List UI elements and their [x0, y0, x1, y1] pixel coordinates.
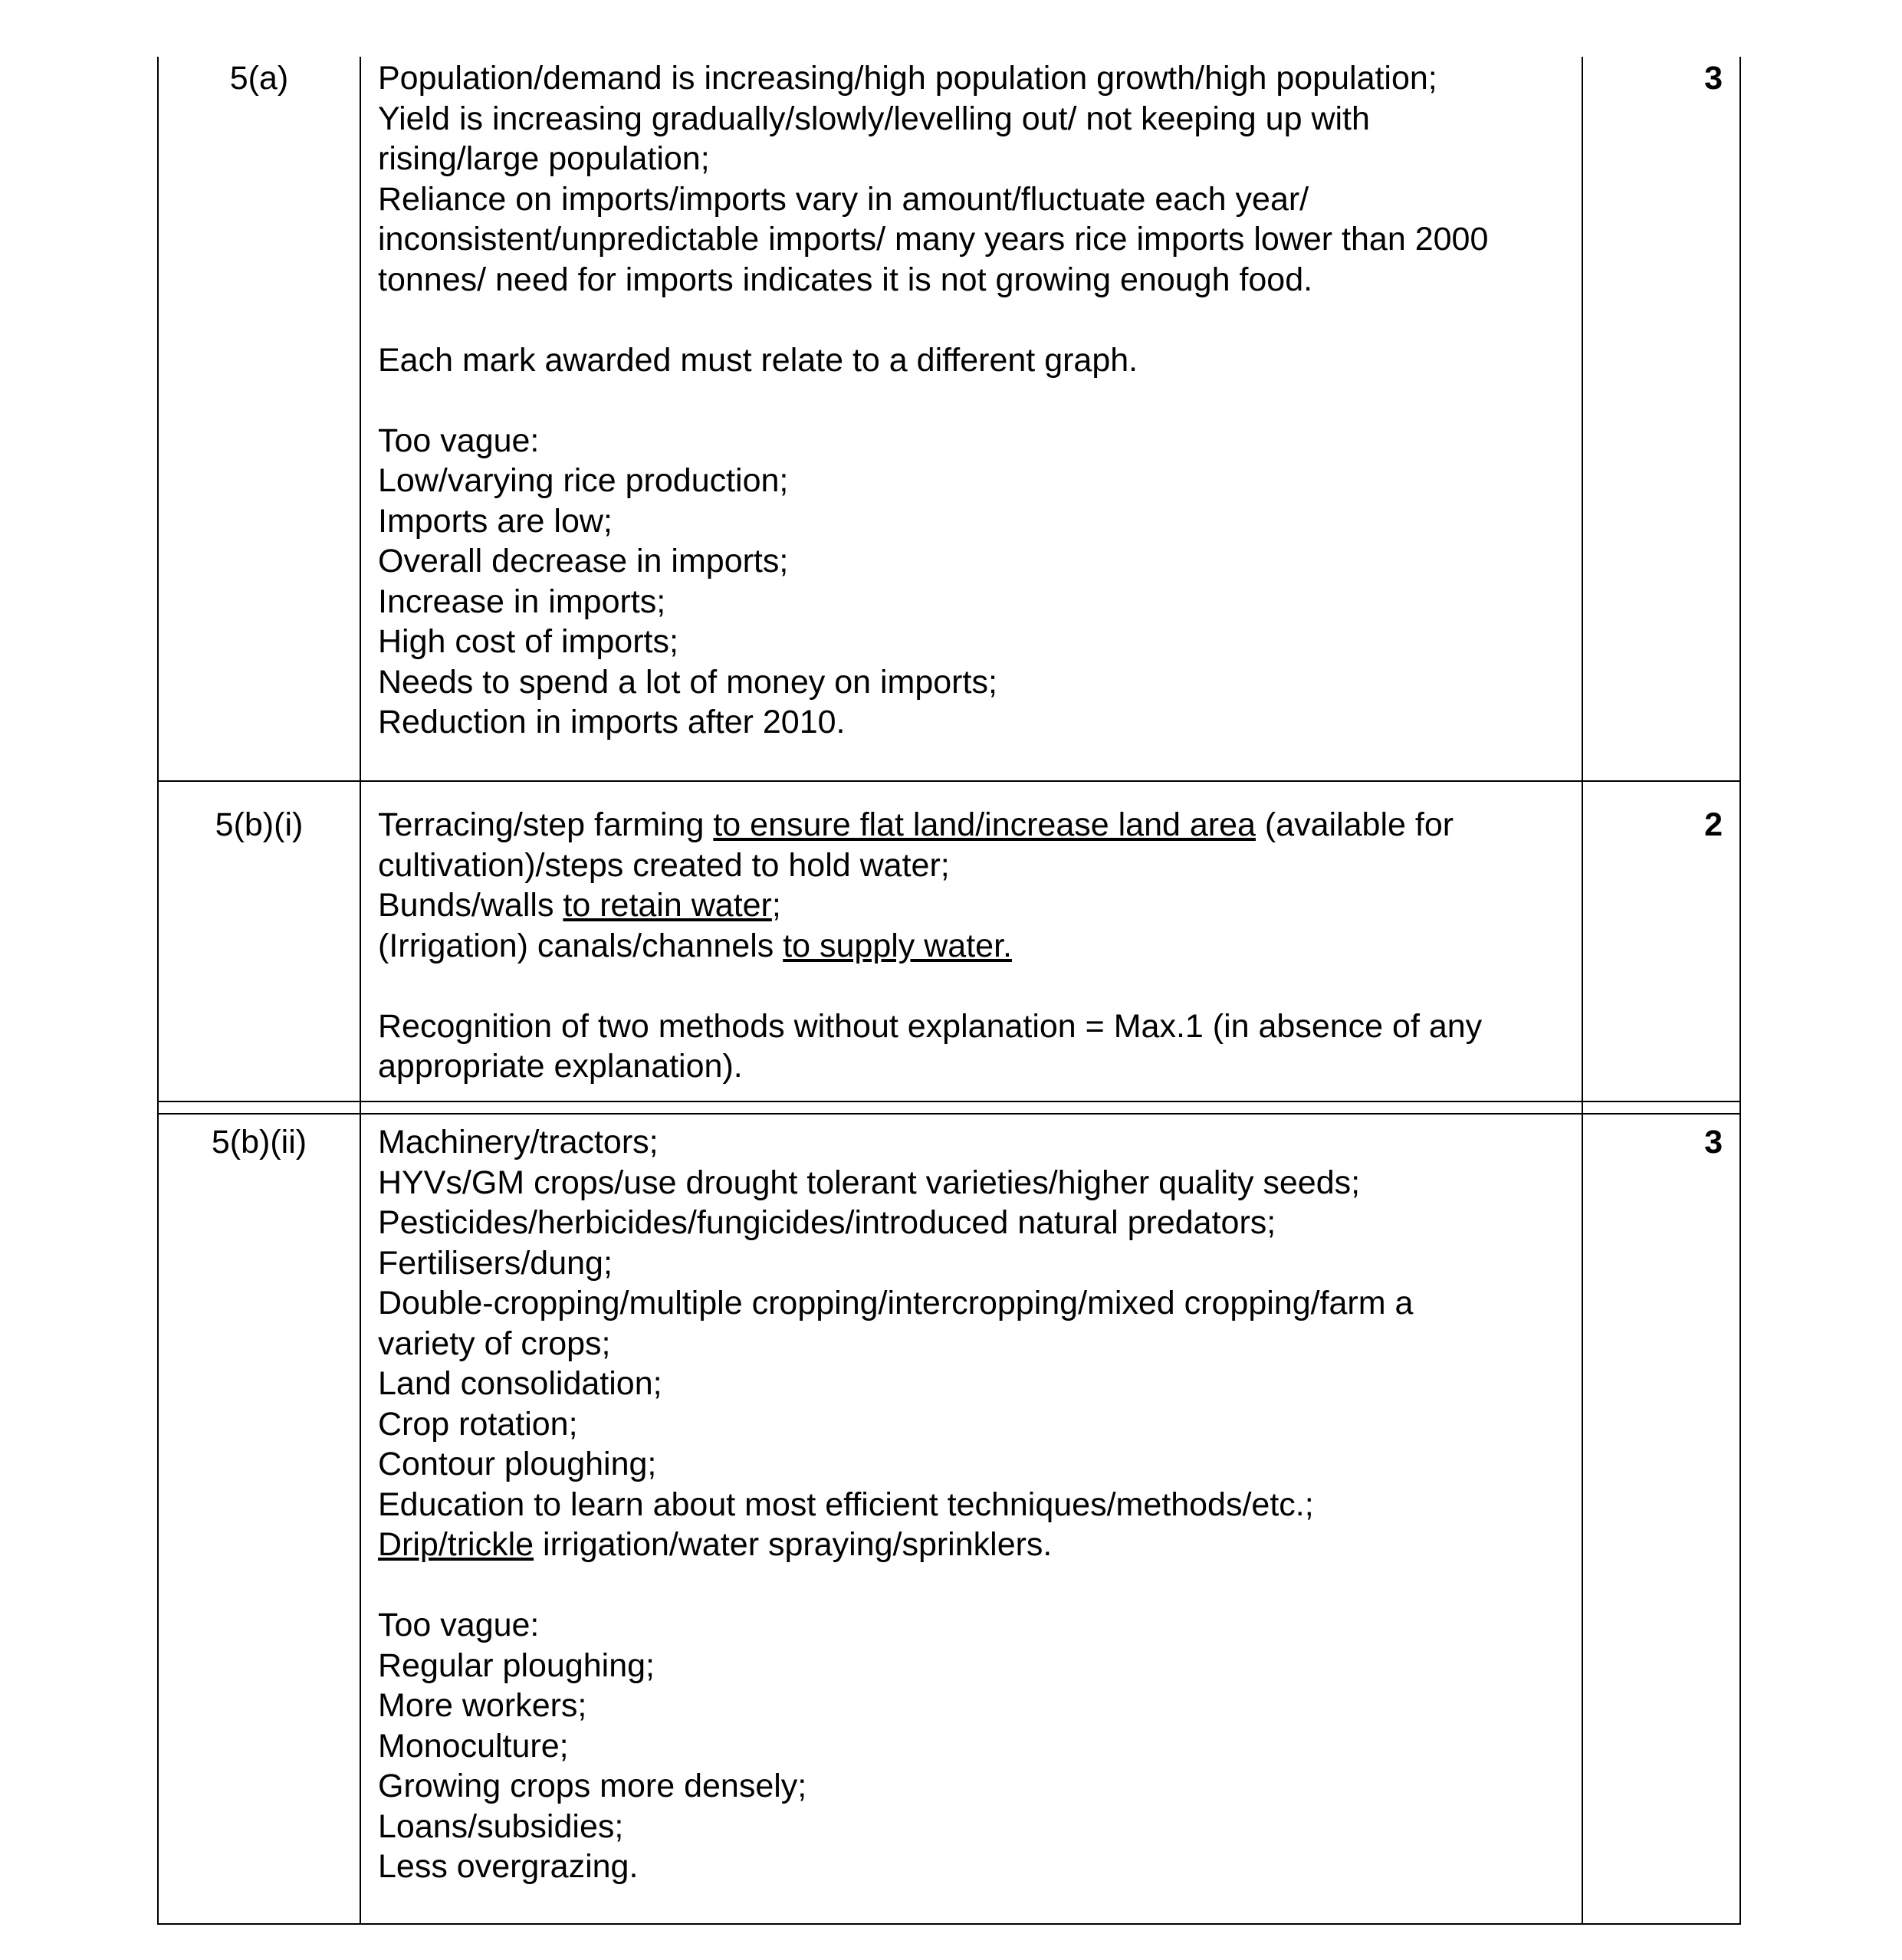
paragraph-gap [378, 300, 1568, 340]
answer-cell [361, 57, 1583, 780]
question-number: 5(b)(ii) [159, 1115, 361, 1923]
guidance-note: Recognition of two methods without explanation = Max.1 (in absence of any [378, 1007, 1483, 1045]
answer-line: Reliance on imports/imports vary in amount/fluctuate each year/ [378, 180, 1309, 218]
answer-cell [361, 782, 1583, 1101]
too-vague-item: Needs to spend a lot of money on imports; [378, 663, 997, 701]
answer-cell [361, 1115, 1583, 1923]
answer-line: rising/large population; [378, 140, 710, 177]
underlined-text: to ensure flat land/increase land area [713, 806, 1256, 843]
underlined-text: Drip/trickle [378, 1526, 534, 1563]
answer-line: Land consolidation; [378, 1365, 662, 1402]
table-row-5bii [159, 1113, 1739, 1923]
answer-line: Double-cropping/multiple cropping/intercropping/mixed cropping/farm a [378, 1285, 1414, 1321]
table-row-5bi [159, 780, 1739, 1101]
spacer-row [159, 1101, 1739, 1113]
underlined-text: to retain water [563, 887, 772, 924]
spacer-cell [159, 1102, 361, 1113]
mark-scheme-table [157, 57, 1741, 1925]
too-vague-item: Imports are low; [378, 502, 613, 540]
too-vague-heading: Too vague: [378, 422, 540, 459]
answer-line: inconsistent/unpredictable imports/ many years rice imports lower than 2000 [378, 221, 1489, 258]
answer-text: Terracing/step farming [378, 806, 714, 843]
answer-line [378, 1525, 1568, 1565]
spacer-cell [1583, 1102, 1739, 1113]
answer-line: Pesticides/herbicides/fungicides/introduced natural predators; [378, 1204, 1276, 1241]
answer-line: tonnes/ need for imports indicates it is not growing enough food. [378, 261, 1313, 298]
answer-text: (Irrigation) canals/channels [378, 927, 783, 964]
too-vague-item: Increase in imports; [378, 583, 666, 620]
answer-line: Yield is increasing gradually/slowly/levelling out/ not keeping up with [378, 100, 1370, 137]
answer-line [378, 926, 1568, 967]
guidance-note: appropriate explanation). [378, 1048, 743, 1085]
answer-line: Fertilisers/dung; [378, 1244, 613, 1282]
too-vague-item: Growing crops more densely; [378, 1768, 807, 1804]
answer-line: HYVs/GM crops/use drought tolerant varieties/higher quality seeds; [378, 1164, 1361, 1201]
table-row-5a [159, 57, 1739, 780]
answer-line [378, 885, 1568, 926]
answer-text: Bunds/walls [378, 887, 563, 924]
too-vague-item: Overall decrease in imports; [378, 543, 789, 579]
answer-line [378, 805, 1568, 845]
too-vague-item: Loans/subsidies; [378, 1807, 624, 1845]
too-vague-item: Monoculture; [378, 1727, 569, 1765]
guidance-note: Each mark awarded must relate to a different graph. [378, 341, 1138, 379]
answer-line: Population/demand is increasing/high population growth/high population; [378, 60, 1437, 97]
answer-line: Education to learn about most efficient techniques/methods/etc.; [378, 1486, 1314, 1523]
too-vague-item: Less overgrazing. [378, 1848, 639, 1885]
too-vague-item: Regular ploughing; [378, 1646, 655, 1684]
answer-line: Contour ploughing; [378, 1446, 657, 1482]
too-vague-item: Reduction in imports after 2010. [378, 704, 846, 740]
answer-line: cultivation)/steps created to hold water; [378, 846, 950, 884]
answer-text: ; [771, 887, 781, 924]
spacer-cell [361, 1102, 1583, 1113]
paragraph-gap [378, 380, 1568, 421]
question-number: 5(b)(i) [159, 782, 361, 1101]
question-number: 5(a) [159, 57, 361, 780]
marks-value: 3 [1704, 60, 1723, 97]
underlined-text: to supply water. [783, 927, 1012, 964]
answer-line: Machinery/tractors; [378, 1124, 659, 1161]
marks-value: 2 [1704, 806, 1723, 843]
paragraph-gap [378, 1565, 1568, 1606]
too-vague-heading: Too vague: [378, 1607, 540, 1643]
paragraph-gap [378, 966, 1568, 1006]
too-vague-item: Low/varying rice production; [378, 462, 789, 499]
answer-text: (available for [1255, 806, 1454, 843]
too-vague-item: More workers; [378, 1687, 587, 1724]
too-vague-item: High cost of imports; [378, 623, 678, 660]
answer-text: irrigation/water spraying/sprinklers. [534, 1526, 1053, 1563]
marks-value: 3 [1704, 1124, 1723, 1161]
answer-line: Crop rotation; [378, 1405, 578, 1443]
answer-line: variety of crops; [378, 1325, 611, 1362]
